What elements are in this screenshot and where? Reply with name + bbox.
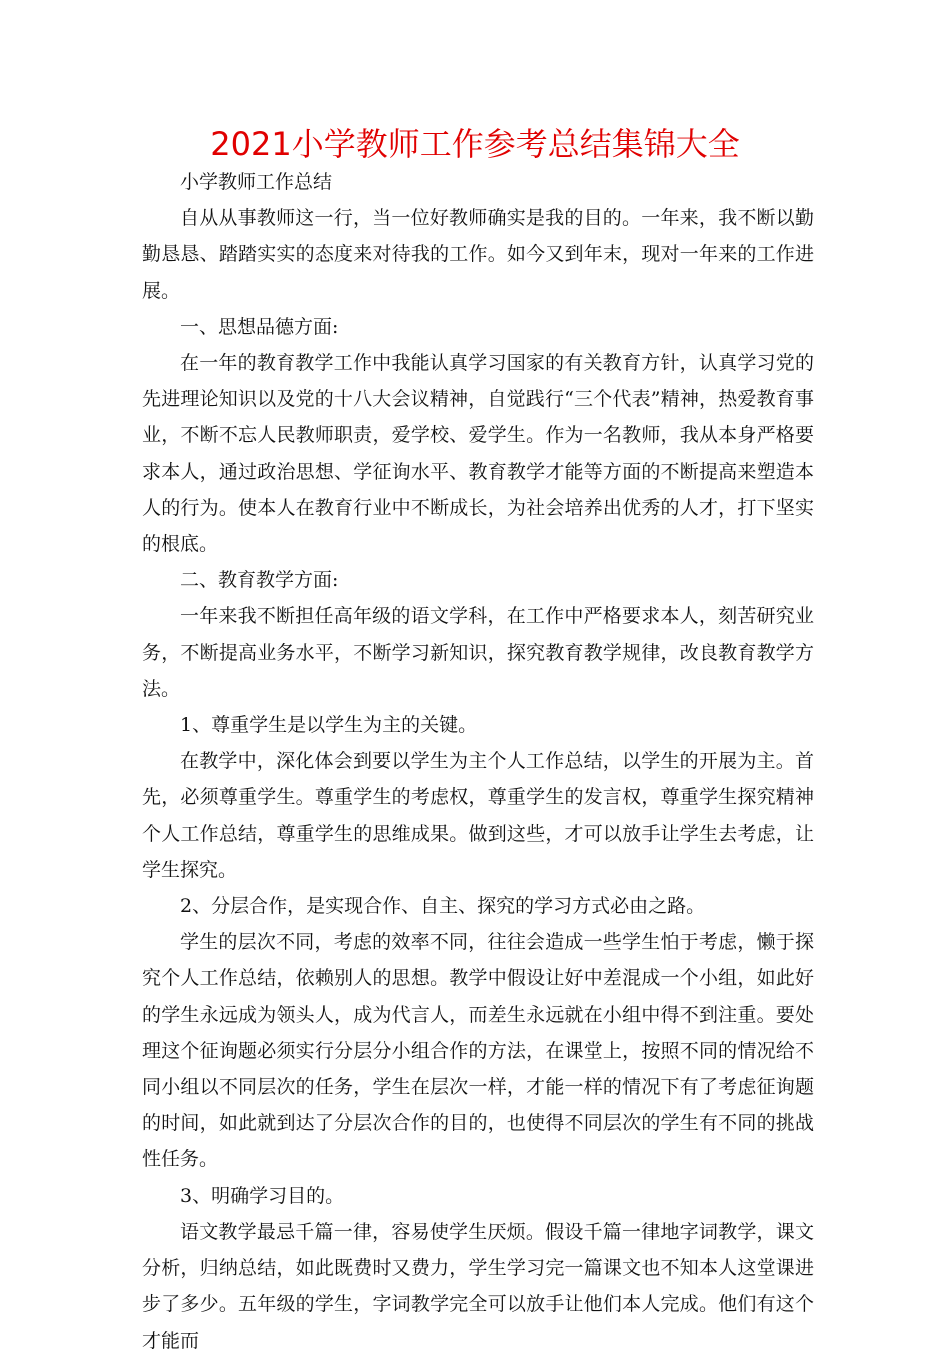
paragraph-moral: 在一年的教育教学工作中我能认真学习国家的有关教育方针，认真学习党的先进理论知识以及党的十八大会议精神，自觉践行“三个代表”精神，热爱教育事业，不断不忘人民教师职责，爱学校、爱学生。作为一名教师，我从本身严格要求本人，通过政治思想、学征询水平、教育教学才能等方面的不断提高来塑造本人的行为。使本人在教育行业中不断成长，为社会培养出优秀的人才，打下坚实的根底。 bbox=[142, 352, 814, 556]
document-title: 2021小学教师工作参考总结集锦大全 bbox=[210, 125, 740, 163]
paragraph-point-2: 学生的层次不同，考虑的效率不同，往往会造成一些学生怕于考虑，懒于探究个人工作总结，依赖别人的思想。教学中假设让好中差混成一个小组，如此好的学生永远成为领头人，成为代言人，而差生永远就在小组中得不到注重。要处理这个征询题必须实行分层分小组合作的方法，在课堂上，按照不同的情况给不同小组以不同层次的任务，学生在层次一样，才能一样的情况下有了考虑征询题的时间，如此就到达了分层次合作的目的，也使得不同层次的学生有不同的挑战性任务。 bbox=[142, 931, 814, 1171]
document-body bbox=[142, 164, 814, 1359]
point-heading-3: 3、明确学习目的。 bbox=[180, 1184, 345, 1207]
paragraph-subtitle: 小学教师工作总结 bbox=[180, 171, 333, 193]
section-heading-teaching: 二、教育教学方面: bbox=[180, 569, 339, 592]
paragraph-teaching: 一年来我不断担任高年级的语文学科，在工作中严格要求本人，刻苦研究业务，不断提高业务水平，不断学习新知识，探究教育教学规律，改良教育教学方法。 bbox=[142, 605, 814, 700]
section-heading-moral: 一、思想品德方面: bbox=[180, 315, 339, 338]
paragraph-point-3: 语文教学最忌千篇一律，容易使学生厌烦。假设千篇一律地字词教学，课文分析，归纳总结，如此既费时又费力，学生学习完一篇课文也不知本人这堂课进步了多少。五年级的学生，字词教学完全可以放手让他们本人完成。他们有这个才能而 bbox=[142, 1220, 814, 1352]
paragraph-intro: 自从从事教师这一行，当一位好教师确实是我的目的。一年来，我不断以勤勤恳恳、踏踏实实的态度来对待我的工作。如今又到年末，现对一年来的工作进展。 bbox=[142, 207, 814, 302]
point-heading-2: 2、分层合作，是实现合作、自主、探究的学习方式必由之路。 bbox=[180, 895, 706, 918]
paragraph-point-1: 在教学中，深化体会到要以学生为主个人工作总结，以学生的开展为主。首先，必须尊重学生。尊重学生的考虑权，尊重学生的发言权，尊重学生探究精神个人工作总结，尊重学生的思维成果。做到这些，才可以放手让学生去考虑，让学生探究。 bbox=[142, 750, 814, 881]
point-heading-1: 1、尊重学生是以学生为主的关键。 bbox=[180, 714, 478, 737]
